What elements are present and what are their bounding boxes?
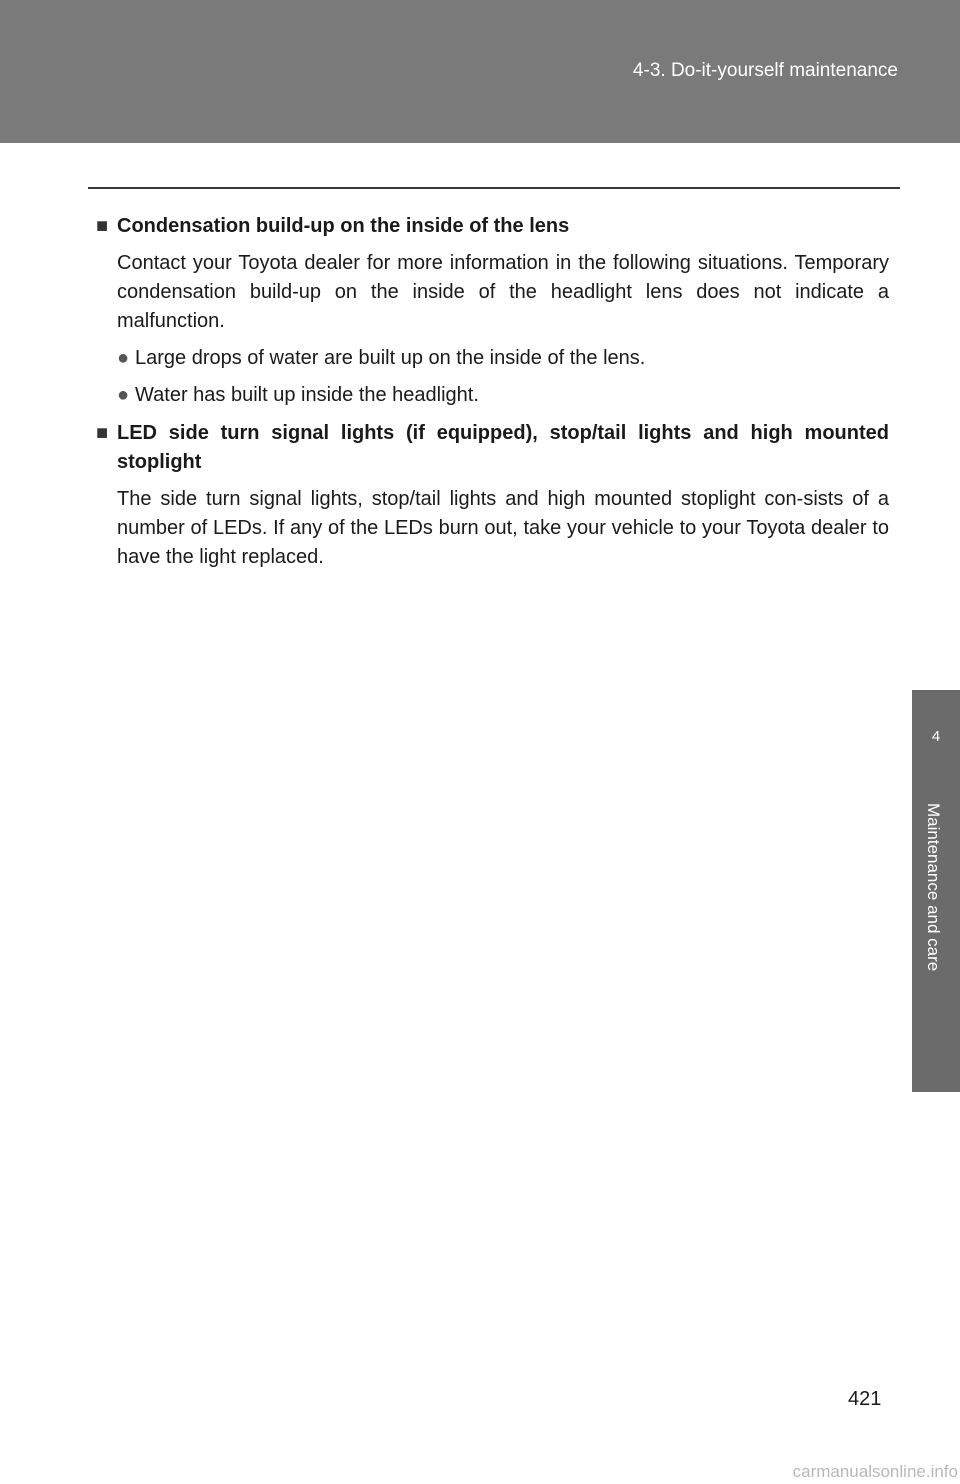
chapter-side-tab bbox=[912, 690, 960, 1092]
list-item bbox=[96, 381, 889, 410]
section-heading-led bbox=[96, 419, 889, 477]
square-bullet-icon: ■ bbox=[96, 215, 109, 237]
circle-bullet-icon: ● bbox=[117, 347, 130, 369]
section-body-condensation: Contact your Toyota dealer for more information in the following situations. Temporary condensation build-up on the inside of the headlight lens does not indicate a malfunction. bbox=[117, 252, 889, 332]
list-item bbox=[96, 344, 889, 373]
page-number: 421 bbox=[848, 1388, 882, 1410]
chapter-label: Maintenance and care bbox=[924, 803, 943, 972]
page-content bbox=[96, 212, 889, 572]
list-item-text: Large drops of water are built up on the inside of the lens. bbox=[135, 347, 646, 369]
section-title: 4-3. Do-it-yourself maintenance bbox=[632, 60, 898, 81]
header-band bbox=[0, 0, 960, 143]
section-heading-text: LED side turn signal lights (if equipped), stop/tail lights and high mounted stoplight bbox=[117, 422, 889, 473]
section-heading-text: Condensation build-up on the inside of the lens bbox=[117, 215, 570, 237]
circle-bullet-icon: ● bbox=[117, 384, 130, 406]
list-item-text: Water has built up inside the headlight. bbox=[135, 384, 479, 406]
section-body-led: The side turn signal lights, stop/tail lights and high mounted stoplight con-sists of a number of LEDs. If any of the LEDs burn out, take your vehicle to your Toyota dealer to have the light replaced. bbox=[117, 488, 889, 568]
watermark: carmanualsonline.info bbox=[792, 1462, 958, 1481]
header-divider bbox=[88, 187, 900, 189]
chapter-number: 4 bbox=[931, 728, 941, 745]
section-heading-condensation bbox=[96, 212, 889, 241]
square-bullet-icon: ■ bbox=[96, 422, 109, 444]
